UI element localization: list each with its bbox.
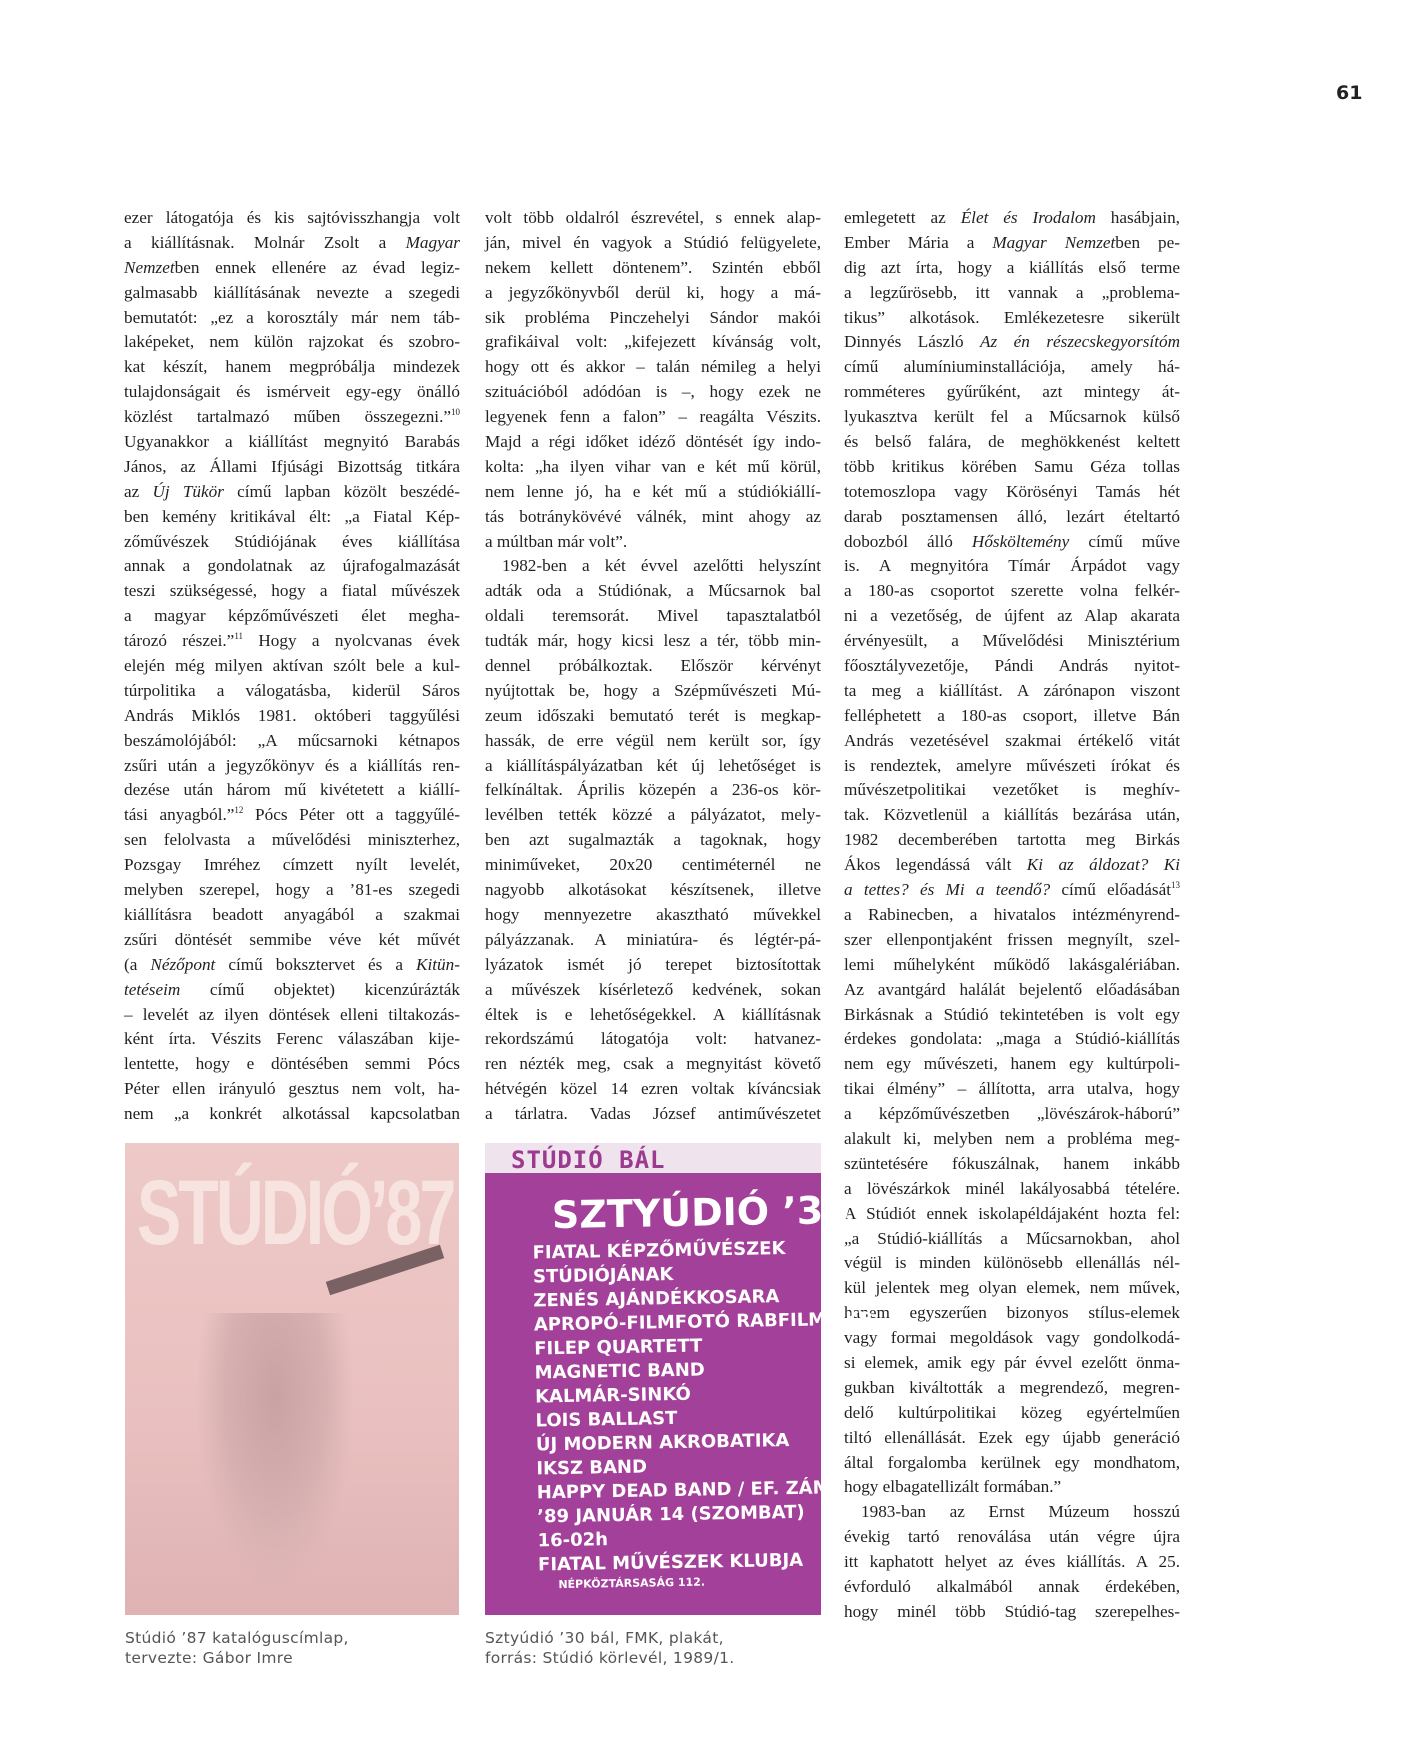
text-line: ben kemény kritikával élt: „a Fiatal Kép-	[124, 506, 460, 526]
text-line: András Miklós 1981. októberi taggyűlési	[124, 705, 460, 725]
text-line: a kiállításpályázatban két új lehetőséget is	[485, 755, 821, 775]
text-line: lentette, hogy e döntésében semmi Pócs	[124, 1054, 460, 1074]
poster-text-line: STÚDIÓJÁNAK	[532, 1264, 674, 1288]
poster-text-line: IKSZ BAND	[536, 1456, 648, 1480]
text-line: főosztályvezetője, Pándi András nyitot-	[844, 656, 1180, 676]
catalogue-cover-image	[125, 1143, 459, 1615]
text-line: rekordszámú látogatója volt: hatvanez-	[485, 1029, 821, 1049]
text-line: hogy minél több Stúdió-tag szerepelhes-	[844, 1601, 1180, 1621]
caption-line: tervezte: Gábor Imre	[125, 1649, 293, 1667]
text-line: hanem egyszerűen bizonyos stílus-elemek	[844, 1303, 1180, 1323]
poster-text-line: FIATAL KÉPZŐMŰVÉSZEK	[532, 1238, 786, 1264]
poster-header	[485, 1143, 821, 1173]
text-line: túrpolitika a válogatásba, kiderül Sáros	[124, 680, 460, 700]
text-line: hogy ott és akkor – talán némileg a helyi	[485, 357, 821, 377]
text-line: felkínáltak. Április közepén a 236-os kör-	[485, 780, 821, 800]
text-line	[124, 953, 460, 978]
footnote-ref: 13	[1171, 880, 1180, 891]
text-span: hasábjain,	[1095, 208, 1180, 227]
text-line: is. A megnyitóra Tímár Árpádot vagy	[844, 556, 1180, 576]
text-line: művészetpolitikai vezetőket is meghív-	[844, 780, 1180, 800]
text-span: című műve	[1069, 531, 1180, 551]
text-span: (a	[124, 954, 151, 974]
text-line: hassák, de erre végül nem került sor, így	[485, 730, 821, 750]
text-line: kiállításra beadott anyagából a szakmai	[124, 904, 460, 924]
text-line: János, az Állami Ifjúsági Bizottság titkára	[124, 456, 460, 476]
text-line: grafikáival volt: „kifejezett kívánság volt,	[485, 332, 821, 352]
text-line: a múltban már volt”.	[485, 531, 628, 551]
text-line: dennel próbálkoztak. Először kérvényt	[485, 656, 821, 676]
text-line: szer ellenpontjaként frissen megnyílt, szel-	[844, 929, 1180, 949]
italic-title: a tettes? és Mi a teendő?	[844, 880, 1051, 900]
text-line	[844, 330, 1180, 355]
poster-header-text: STÚDIÓ BÁL	[511, 1146, 666, 1174]
text-column-1	[124, 206, 460, 1127]
footnote-ref: 11	[234, 631, 243, 642]
poster-text-line: LOIS BALLAST	[535, 1407, 678, 1432]
italic-title: Nézőpont	[150, 954, 216, 974]
text-line: itt kaphatott helyet az éves kiállítás. A 25.	[844, 1552, 1180, 1572]
text-line: Majd a régi időket idéző döntését így indo-	[485, 432, 821, 452]
text-line	[124, 405, 460, 430]
text-line: a tárlatra. Vadas József antiművészetet	[485, 1104, 821, 1124]
text-line: legyenek fenn a falon” – reagálta Vészits.	[485, 407, 821, 427]
text-line: dezése után három mű kivétetett a kiállí-	[124, 780, 460, 800]
text-span: a kiállításnak. Molnár Zsolt a	[124, 232, 406, 252]
italic-title: Az én részecskegyorsítóm	[980, 332, 1180, 352]
text-line: és belső falára, de meghökkenést keltett	[844, 432, 1180, 452]
text-line	[124, 803, 460, 828]
text-line: 1982 decemberében tartotta meg Birkás	[844, 830, 1180, 850]
poster-text-line: MAGNETIC BAND	[534, 1359, 705, 1384]
text-line: volt több oldalról észrevétel, s ennek alap-	[485, 208, 821, 227]
text-span: ben pe-	[1115, 232, 1181, 252]
italic-title: Magyar Nemzet	[992, 232, 1116, 252]
text-line: a magyar képzőművészeti élet megha-	[124, 606, 460, 626]
italic-title: Magyar	[405, 232, 460, 252]
text-column-2	[485, 206, 821, 1127]
caption-line: forrás: Stúdió körlevél, 1989/1.	[485, 1649, 735, 1667]
text-line: – levelét az ilyen döntések elleni tiltakozás-	[124, 1004, 460, 1024]
text-line: sen felolvasta a művelődési miniszterhez,	[124, 830, 460, 850]
text-line: tás botránykövévé válnék, mint ahogy az	[485, 506, 821, 526]
text-line: romméteres gyűrűként, azt mintegy át-	[844, 382, 1180, 402]
text-line	[844, 206, 1180, 231]
text-line: zőművészek Stúdiójának éves kiállítása	[124, 531, 460, 551]
text-line: nem lenne jó, ha e két mű a stúdiókiállí-	[485, 481, 821, 501]
text-line: tikus” alkotások. Emlékezetesre sikerült	[844, 307, 1180, 327]
poster-text-line: ’89 JANUÁR 14 (SZOMBAT)	[537, 1501, 805, 1528]
text-line: a jegyzőkönyvből derül ki, hogy a má-	[485, 282, 821, 302]
text-line: is rendeztek, amelyre művészeti írókat és	[844, 755, 1180, 775]
italic-title: Új Tükör	[152, 481, 224, 501]
text-line	[124, 629, 460, 654]
text-span: című előadását	[1050, 880, 1171, 900]
text-line: nem „a konkrét alkotással kapcsolatban	[124, 1104, 460, 1124]
text-line: ján, mivel én vagyok a Stúdió felügyelete,	[485, 232, 821, 252]
text-line: Pozsgay Imréhez címzett nyílt levelét,	[124, 855, 460, 875]
text-line	[124, 231, 460, 256]
text-line: lemi műhelyként működő lakásgalériában.	[844, 954, 1180, 974]
poster-text-line: ZENÉS AJÁNDÉKKOSARA	[533, 1286, 780, 1312]
text-line: tiltó ellenállását. Ezek egy újabb generáció	[844, 1427, 1180, 1447]
text-line: évforduló alkalmából annak érdekében,	[844, 1576, 1180, 1596]
text-line: oldali teremsorát. Mivel tapasztalatból	[485, 606, 821, 626]
text-line: nekem kellett döntenem”. Szintén ebből	[485, 257, 821, 277]
text-line: darab posztamensen álló, lezárt ételtartó	[844, 506, 1180, 526]
text-line: érvényesült, a Művelődési Minisztérium	[844, 631, 1180, 651]
text-line: a Rabinecben, a hivatalos intézményrend-	[844, 904, 1180, 924]
text-span: című objektet) kicenzúrázták	[180, 979, 460, 999]
text-line: ezer látogatója és kis sajtóvisszhangja volt	[124, 208, 460, 227]
cover-logo-lettering: STÚDIÓ’87	[137, 1162, 454, 1264]
italic-title: Hősköltemény	[971, 531, 1070, 551]
text-line: lyázatok ismét jó terepet biztosítottak	[485, 954, 821, 974]
text-line: A Stúdiót ennek iskolapéldájaként hozta fel:	[844, 1203, 1180, 1223]
poster-handwriting	[531, 1185, 881, 1594]
figure-caption-2	[485, 1628, 734, 1668]
text-line: zsűri után a jegyzőkönyv és a kiállítás ren-	[124, 755, 460, 775]
text-line: felléphetett a 180-as csoport, illetve Bán	[844, 705, 1180, 725]
poster-text-line: APROPÓ-FILMFOTÓ RABFILM ZKR.	[533, 1308, 881, 1336]
text-line: a lövészárkok minél lakályosabbá tételére.	[844, 1178, 1180, 1198]
text-line: végül is minden különösebb ellenállás nél-	[844, 1253, 1180, 1273]
figure-caption-1	[125, 1628, 349, 1668]
text-line: szituációból adódóan is –, hogy ezek ne	[485, 382, 821, 402]
text-line: sik probléma Pinczehelyi Sándor makói	[485, 307, 821, 327]
caption-line: Stúdió ’87 katalóguscímlap,	[125, 1629, 349, 1647]
italic-title: Élet és Irodalom	[960, 208, 1096, 227]
text-line: 1983-ban az Ernst Múzeum hosszú	[861, 1502, 1180, 1522]
text-line: si elemek, amik egy pár évvel ezelőtt önma-	[844, 1352, 1180, 1372]
text-line: a legzűrösebb, itt vannak a „problema-	[844, 282, 1180, 302]
text-span: Hogy a nyolcvanas évek	[242, 631, 460, 651]
text-span: Dinnyés László	[844, 332, 981, 352]
text-line: évekig tartó renoválása után végre újra	[844, 1527, 1180, 1547]
poster-text-line: KALMÁR-SINKÓ	[534, 1383, 691, 1408]
text-line: szüntetésére fókuszálnak, hanem inkább	[844, 1153, 1180, 1173]
poster-text-line: ÚJ MODERN AKROBATIKA	[535, 1430, 790, 1456]
text-line: nem egy művészeti, hanem egy kultúrpoli-	[844, 1054, 1180, 1074]
text-line: beszámolójából: „A műcsarnoki kétnapos	[124, 730, 460, 750]
footnote-ref: 10	[451, 407, 460, 418]
text-line: által forgalomba kerülnek egy mondhatom,	[844, 1452, 1180, 1472]
text-column-3	[844, 206, 1180, 1625]
text-line: ni a vezetőség, de újfent az Alap akarata	[844, 606, 1180, 626]
text-line: a művészek kísérletező kedvének, sokan	[485, 979, 821, 999]
text-span: tási anyagból.”	[124, 805, 235, 825]
poster-text-line: 16-02h	[537, 1529, 609, 1552]
text-line: Ugyanakkor a kiállítást megnyitó Barabás	[124, 432, 460, 452]
italic-title: Nemzet	[124, 257, 175, 277]
page-number: 61	[1336, 82, 1363, 104]
text-line: totemoszlopa vagy Körösényi Tamás hét	[844, 481, 1180, 501]
poster-text-line: FIATAL MŰVÉSZEK KLUBJA	[537, 1549, 804, 1576]
text-line: laképeket, nem külön rajzokat és szobro-	[124, 332, 460, 352]
text-line: tudták már, hogy kicsi lesz a tér, több min-	[485, 631, 821, 651]
text-line: ként írta. Vészits Ferenc válaszában kije-	[124, 1029, 460, 1049]
text-span: Pócs Péter ott a taggyűlé-	[243, 805, 460, 825]
text-line: teszi szükségessé, hogy a fiatal művészek	[124, 581, 460, 601]
italic-title: Kitün-	[416, 954, 460, 974]
text-line	[124, 480, 460, 505]
text-line: alakult ki, melyben nem a probléma meg-	[844, 1128, 1180, 1148]
text-line: a képzőművészetben „lövészárok-háború”	[844, 1104, 1180, 1124]
text-line: vagy formai megoldások vagy gondolkodá-	[844, 1328, 1180, 1348]
text-span: tározó részei.”	[124, 631, 235, 651]
text-line: című alumíniuminstallációja, amely há-	[844, 357, 1180, 377]
text-line: tak. Közvetlenül a kiállítás bezárása után,	[844, 805, 1180, 825]
text-span: című lapban közölt beszédé-	[223, 481, 460, 501]
text-line: bemutatót: „ez a korosztály már nem táb-	[124, 307, 460, 327]
text-span: című boksztervet és a	[215, 954, 417, 974]
text-line: éltek is e lehetőségekkel. A kiállításnak	[485, 1004, 821, 1024]
text-line: Péter ellen irányuló gesztus nem volt, ha-	[124, 1079, 460, 1099]
text-line: dig azt írta, hogy a kiállítás első terme	[844, 257, 1180, 277]
text-line: több kritikus körében Samu Géza tollas	[844, 456, 1180, 476]
person-figure	[195, 1313, 355, 1593]
text-line: ta meg a kiállítást. A zárónapon viszont	[844, 680, 1180, 700]
text-line	[844, 853, 1180, 878]
text-line: galmasabb kiállításának nevezte a szegedi	[124, 282, 460, 302]
text-line	[844, 530, 1180, 555]
italic-title: Ki az áldozat? Ki	[1026, 855, 1181, 875]
text-span: emlegetett az	[844, 208, 961, 227]
poster-image	[485, 1143, 881, 1615]
text-line: gukban kiváltották a megrendező, megren-	[844, 1377, 1180, 1397]
poster-text-line: HAPPY DEAD BAND / EF. ZÁM.	[536, 1477, 838, 1504]
text-line: hogy mennyezetre akasztható művekkel	[485, 904, 821, 924]
text-line: lyukasztva került fel a Műcsarnok külső	[844, 407, 1180, 427]
text-line: Az avantgárd halálát bejelentő előadásában	[844, 979, 1180, 999]
text-line: hétvégén közel 14 ezren voltak kíváncsiak	[485, 1079, 821, 1099]
text-line: Birkásnak a Stúdió tekintetében is volt egy	[844, 1004, 1180, 1024]
text-line: nagyobb alkotásokat készítsenek, illetve	[485, 880, 821, 900]
text-span: dobozból álló	[844, 531, 972, 551]
text-line: levélben tették közzé a pályázatot, mely-	[485, 805, 821, 825]
text-line: adták oda a Stúdiónak, a Műcsarnok bal	[485, 581, 821, 601]
text-line: zsűri döntését semmibe véve két művét	[124, 929, 460, 949]
text-line: hogy elbagatellizált formában.”	[844, 1477, 1062, 1497]
text-line: miniműveket, 20x20 centiméternél ne	[485, 855, 821, 875]
text-line: pályázzanak. A miniatúra- és légtér-pá-	[485, 929, 821, 949]
text-line	[844, 231, 1180, 256]
italic-title: tetéseim	[124, 979, 181, 999]
text-line: érdekes gondolata: „maga a Stúdió-kiállítás	[844, 1029, 1180, 1049]
text-line: ren nézték meg, csak a megnyitást követő	[485, 1054, 821, 1074]
footnote-ref: 12	[234, 805, 244, 816]
text-line: kat készít, hanem megpróbálja mindezek	[124, 357, 460, 377]
text-span: ben ennek ellenére az évad legiz-	[174, 257, 460, 277]
text-span: az	[124, 481, 153, 501]
text-line: annak a gondolatnak az újrafogalmazását	[124, 556, 460, 576]
text-line: delő kultúrpolitikai közeg egyértelműen	[844, 1402, 1180, 1422]
text-line: a 180-as csoportot szerette volna felkér-	[844, 581, 1180, 601]
text-line: kolta: „ha ilyen vihar van e két mű körül,	[485, 456, 821, 476]
text-line: tikai élmény” – állította, arra utalva, hogy	[844, 1079, 1180, 1099]
caption-line: Sztyúdió ’30 bál, FMK, plakát,	[485, 1629, 724, 1647]
text-line: tulajdonságait és ismérveit egy-egy önálló	[124, 382, 460, 402]
text-span: Ákos legendássá vált	[844, 855, 1027, 875]
text-line	[124, 978, 460, 1003]
text-line: ben azt sugalmazták a tagoknak, hogy	[485, 830, 821, 850]
text-line	[844, 878, 1180, 903]
text-line: elején még milyen aktívan szólt bele a kul-	[124, 656, 460, 676]
poster-text-line: SZTYÚDIÓ ’30	[551, 1187, 851, 1238]
text-line	[124, 256, 460, 281]
text-span: közlést tartalmazó műben összegezni.”	[124, 407, 451, 427]
text-line: András vezetésével szakmai értékelő vitát	[844, 730, 1180, 750]
text-line: nyújtottak be, hogy a Szépművészeti Mú-	[485, 680, 821, 700]
poster-text-line: NÉPKÖZTÁRSASÁG 112.	[558, 1575, 706, 1592]
text-line: 1982-ben a két évvel azelőtti helyszínt	[502, 556, 821, 576]
text-line: melyben szerepel, hogy a ’81-es szegedi	[124, 880, 460, 900]
text-span: Ember Mária a	[844, 232, 993, 252]
text-line: kül jelentek meg olyan elemek, nem művek,	[844, 1278, 1180, 1298]
text-line: zeum időszaki bemutató terét is megkap-	[485, 705, 821, 725]
text-line: „a Stúdió-kiállítás a Műcsarnokban, ahol	[844, 1228, 1180, 1248]
poster-text-line: FILEP QUARTETT	[534, 1335, 703, 1360]
